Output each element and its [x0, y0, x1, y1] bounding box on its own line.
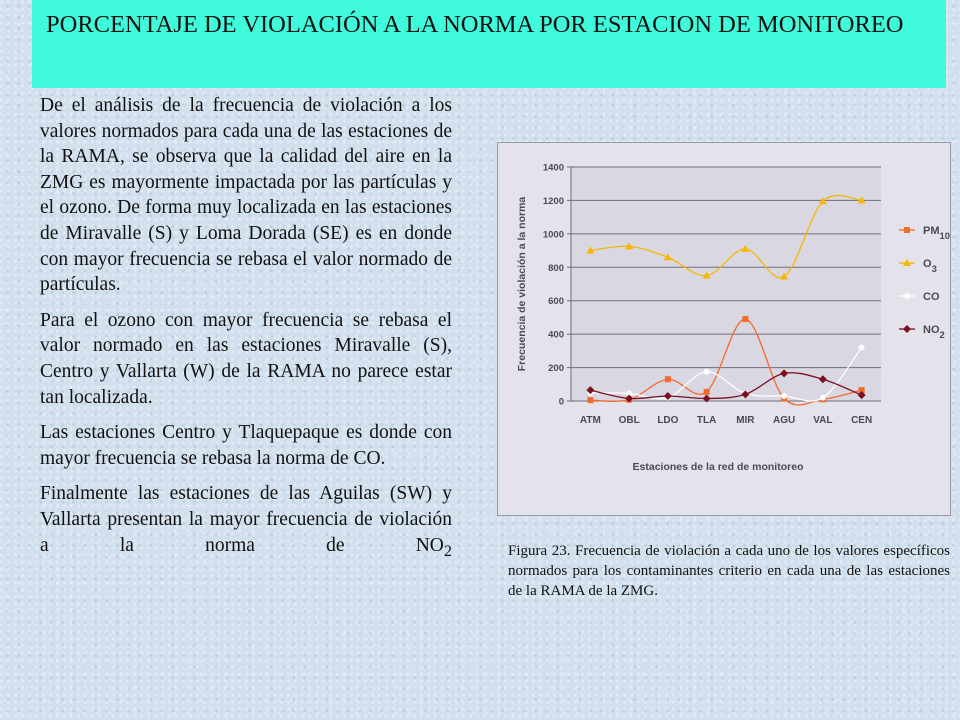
x-tick-label: ATM [579, 415, 601, 426]
legend-label-no2 [923, 324, 945, 341]
legend-label-subscript: 3 [931, 264, 937, 275]
x-tick-label: LDO [657, 415, 679, 426]
paragraph-last [40, 481, 452, 564]
legend-marker-no2 [903, 325, 911, 333]
data-point-pm10 [704, 389, 710, 395]
body-text [40, 93, 452, 574]
y-tick-label: 1000 [542, 229, 564, 241]
x-tick-label: OBL [618, 415, 640, 426]
y-tick-label: 1400 [542, 162, 564, 174]
legend-label-subscript: 10 [939, 231, 950, 242]
data-point-co [704, 369, 710, 375]
x-tick-label: TLA [696, 415, 717, 426]
slide-title: PORCENTAJE DE VIOLACIÓN A LA NORMA POR ESTACION DE MONITOREO [46, 11, 904, 38]
paragraph-last-subscript: 2 [443, 541, 452, 560]
data-point-co [859, 345, 865, 351]
data-point-co [820, 395, 826, 401]
paragraph: Las estaciones Centro y Tlaquepaque es donde con mayor frecuencia se rebasa la norma de CO. [40, 422, 452, 469]
x-tick-label: CEN [851, 415, 873, 426]
data-point-pm10 [665, 376, 671, 382]
data-point-co [781, 393, 787, 399]
data-point-pm10 [742, 316, 748, 322]
legend-label-text: NO [923, 324, 940, 336]
y-axis-title: Frecuencia de violación a la norma [516, 196, 528, 372]
legend-label-pm10 [923, 225, 950, 242]
x-tick-label: VAL [813, 415, 833, 426]
data-point-pm10 [587, 397, 593, 403]
x-tick-label: AGU [773, 415, 796, 426]
paragraph: Para el ozono con mayor frecuencia se rebasa el valor normado en las estaciones Miravalle (S), Centro y Vallarta (W) de la RAMA no parece estar tan localizada. [40, 309, 452, 408]
paragraph-last-text: Finalmente las estaciones de las Aguilas (SW) y Vallarta presentan la mayor frecuencia de violación a la norma de NO [40, 483, 452, 556]
line-chart [498, 143, 950, 515]
legend-label-subscript: 2 [939, 330, 945, 341]
legend-marker-co [904, 293, 910, 299]
title-bar [32, 0, 946, 88]
legend-label-text: O [923, 258, 932, 270]
legend-marker-pm10 [904, 227, 910, 233]
y-tick-label: 1200 [542, 195, 564, 207]
legend-label-o3 [923, 258, 937, 275]
figure-caption: Figura 23. Frecuencia de violación a cada uno de los valores específicos normados para los contaminantes criterio en cada una de las estaciones de la RAMA de la ZMG. [508, 543, 950, 599]
y-tick-label: 400 [548, 329, 564, 341]
plot-area [571, 167, 881, 401]
y-tick-label: 200 [548, 363, 564, 375]
y-tick-label: 800 [548, 262, 564, 274]
paragraph: De el análisis de la frecuencia de violación a los valores normados para cada una de las estaciones de la RAMA, se observa que la calidad del aire en la ZMG es mayormente impactada por las partículas y el ozono. De forma muy localizada en las estaciones de Miravalle (S) y Loma Dorada (SE) es en donde con mayor frecuencia se rebasa el valor normado de partículas. [40, 95, 452, 296]
y-tick-label: 600 [548, 296, 564, 308]
legend-label-text: CO [923, 291, 940, 303]
legend-label-co [923, 291, 940, 303]
y-tick-label: 0 [558, 396, 564, 408]
x-axis-title: Estaciones de la red de monitoreo [632, 461, 804, 473]
chart-frame [497, 142, 951, 516]
x-tick-label: MIR [736, 415, 755, 426]
legend-label-text: PM [923, 225, 940, 237]
